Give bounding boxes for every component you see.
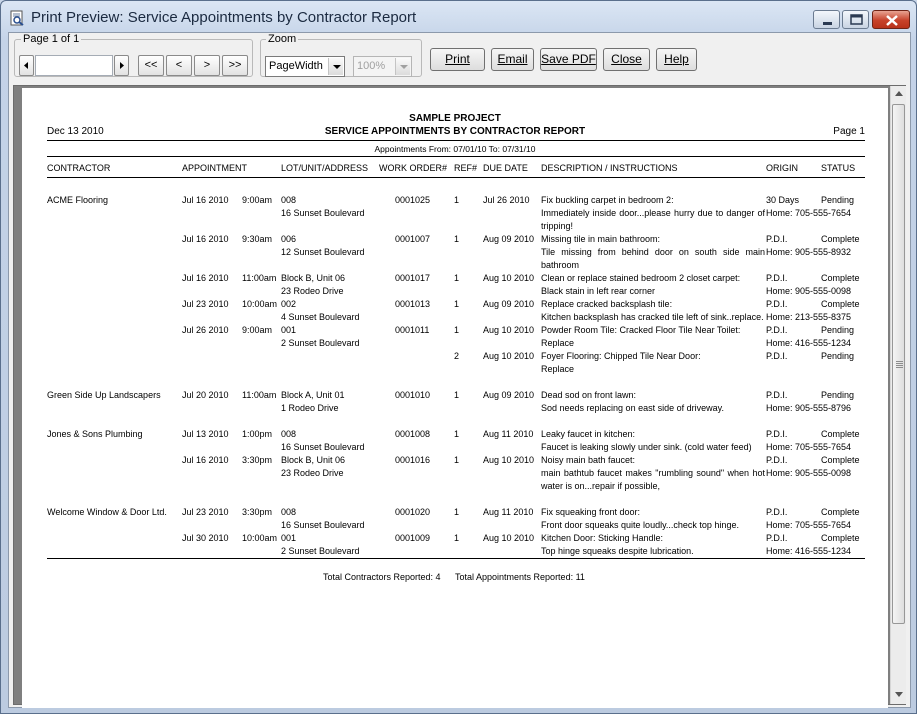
status-value: Complete (821, 234, 860, 244)
status-value: Complete (821, 273, 860, 283)
description-instructions: Kitchen backsplash has cracked tile left of sink..replace. (541, 312, 764, 322)
lot-unit: 008 (281, 429, 297, 439)
lot-unit: 006 (281, 234, 297, 244)
page-scroll-left-button[interactable] (19, 55, 34, 76)
lot-unit: Block A, Unit 01 (281, 390, 345, 400)
page-scroll-right-button[interactable] (114, 55, 129, 76)
arrow-up-icon (891, 86, 907, 102)
origin-phone: Home: 905-555-0098 (766, 468, 852, 478)
title-bar[interactable] (1, 1, 916, 33)
appointment-date: Jul 20 2010 (182, 390, 229, 400)
work-order-number: 0001007 (395, 234, 431, 244)
contractor-name: Welcome Window & Door Ltd. (47, 507, 167, 517)
origin-phone: Home: 213-555-8375 (766, 312, 852, 322)
ref-number: 1 (454, 273, 460, 283)
header-divider (47, 140, 865, 141)
due-date: Jul 26 2010 (483, 195, 530, 205)
zoom-group (260, 33, 422, 77)
work-order-number: 0001016 (395, 455, 431, 465)
address: 16 Sunset Boulevard (281, 520, 365, 530)
work-order-number: 0001017 (395, 273, 431, 283)
description-title: Fix buckling carpet in bedroom 2: (541, 195, 674, 205)
appointment-date: Jul 16 2010 (182, 273, 229, 283)
report-project-name: SAMPLE PROJECT (409, 113, 501, 124)
origin-type: P.D.I. (766, 507, 788, 517)
description-title: Noisy main bath faucet: (541, 455, 636, 465)
ref-number: 1 (454, 195, 460, 205)
due-date: Aug 10 2010 (483, 455, 535, 465)
lot-unit: 001 (281, 533, 297, 543)
minimize-button[interactable] (813, 10, 840, 29)
description-instructions: Sod needs replacing on east side of driveway. (541, 403, 724, 413)
page-slider-track[interactable] (35, 55, 113, 76)
appointment-time: 3:30pm (242, 455, 273, 465)
appointment-date: Jul 30 2010 (182, 533, 229, 543)
appointment-time: 1:00pm (242, 429, 273, 439)
origin-type: P.D.I. (766, 325, 788, 335)
description-title: Powder Room Tile: Cracked Floor Tile Near Toilet: (541, 325, 741, 335)
appointment-time: 11:00am (242, 273, 277, 283)
contractor-name: Jones & Sons Plumbing (47, 429, 143, 439)
chevron-down-icon (328, 58, 343, 75)
description-instructions: main bathtub faucet makes "rumbling sound" when hot water is on...repair if possible, (541, 468, 765, 491)
page-navigation-group (14, 33, 253, 77)
arrow-left-icon (20, 56, 33, 75)
description-instructions: Black stain in left rear corner (541, 286, 656, 296)
address: 4 Sunset Boulevard (281, 312, 360, 322)
report-preview-pane[interactable] (13, 85, 906, 705)
appointment-date: Jul 26 2010 (182, 325, 229, 335)
scroll-up-button[interactable] (891, 86, 907, 102)
description-instructions: Replace (541, 338, 575, 348)
zoom-group-label: Zoom (268, 33, 297, 45)
window-title: Print Preview: Service Appointments by Contractor Report (31, 9, 417, 26)
appointment-date: Jul 16 2010 (182, 234, 229, 244)
zoom-percent-value: 100% (357, 60, 386, 72)
appointment-date: Jul 23 2010 (182, 299, 229, 309)
ref-number: 1 (454, 390, 460, 400)
origin-phone: Home: 705-555-7654 (766, 520, 852, 530)
lot-unit: 001 (281, 325, 297, 335)
lot-unit: Block B, Unit 06 (281, 455, 346, 465)
column-header-status: STATUS (821, 163, 856, 173)
due-date: Aug 10 2010 (483, 325, 535, 335)
status-value: Complete (821, 507, 860, 517)
status-value: Complete (821, 455, 860, 465)
address: 23 Rodeo Drive (281, 286, 344, 296)
due-date: Aug 10 2010 (483, 273, 535, 283)
zoom-percent-select (353, 56, 412, 77)
work-order-number: 0001009 (395, 533, 431, 543)
origin-type: P.D.I. (766, 299, 788, 309)
description-title: Leaky faucet in kitchen: (541, 429, 636, 439)
lot-unit: Block B, Unit 06 (281, 273, 346, 283)
status-value: Pending (821, 195, 855, 205)
description-title: Replace cracked backsplash tile: (541, 299, 673, 309)
due-date: Aug 11 2010 (483, 507, 534, 517)
origin-type: 30 Days (766, 195, 800, 205)
origin-phone: Home: 705-555-7654 (766, 442, 852, 452)
work-order-number: 0001011 (395, 325, 430, 335)
scroll-down-button[interactable] (891, 686, 907, 702)
address: 2 Sunset Boulevard (281, 546, 360, 556)
lot-unit: 002 (281, 299, 297, 309)
lot-unit: 008 (281, 507, 297, 517)
status-value: Pending (821, 351, 855, 361)
address: 16 Sunset Boulevard (281, 208, 365, 218)
description-instructions: Top hinge squeaks despite lubrication. (541, 546, 694, 556)
save-pdf-button[interactable]: Save PDF (540, 48, 597, 71)
description-instructions: Faucet is leaking slowly under sink. (cold water feed) (541, 442, 752, 452)
work-order-number: 0001008 (395, 429, 431, 439)
minimize-icon (814, 11, 841, 30)
status-value: Complete (821, 429, 860, 439)
origin-type: P.D.I. (766, 351, 788, 361)
report-title: SERVICE APPOINTMENTS BY CONTRACTOR REPORT (324, 126, 586, 137)
status-value: Pending (821, 325, 855, 335)
ref-number: 2 (454, 351, 460, 361)
preview-client-area (8, 32, 911, 708)
column-header-description: DESCRIPTION / INSTRUCTIONS (541, 163, 678, 173)
column-header-appointment: APPOINTMENT (182, 163, 248, 173)
vertical-scrollbar[interactable] (890, 86, 906, 704)
close-window-button[interactable] (872, 10, 910, 29)
email-button[interactable]: Email (491, 48, 534, 71)
first-page-button[interactable]: << (138, 55, 164, 76)
due-date: Aug 10 2010 (483, 351, 535, 361)
address: 1 Rodeo Drive (281, 403, 339, 413)
origin-phone: Home: 416-555-1234 (766, 338, 852, 348)
appointment-date: Jul 16 2010 (182, 195, 229, 205)
appointment-time: 11:00am (242, 390, 277, 400)
ref-number: 1 (454, 429, 460, 439)
description-title: Foyer Flooring: Chipped Tile Near Door: (541, 351, 701, 361)
previous-page-button[interactable]: < (166, 55, 192, 76)
due-date: Aug 09 2010 (483, 234, 535, 244)
ref-number: 1 (454, 507, 460, 517)
work-order-number: 0001013 (395, 299, 431, 309)
column-header-work-order: WORK ORDER# (379, 163, 448, 173)
appointment-date: Jul 23 2010 (182, 507, 229, 517)
maximize-button[interactable] (842, 10, 869, 29)
ref-number: 1 (454, 299, 460, 309)
origin-type: P.D.I. (766, 273, 788, 283)
appointment-time: 10:00am (242, 533, 278, 543)
due-date: Aug 10 2010 (483, 533, 535, 543)
last-page-button[interactable]: >> (222, 55, 248, 76)
column-header-lot: LOT/UNIT/ADDRESS (281, 163, 369, 173)
due-date: Aug 09 2010 (483, 299, 535, 309)
description-title: Fix squeaking front door: (541, 507, 641, 517)
ref-number: 1 (454, 234, 460, 244)
address: 2 Sunset Boulevard (281, 338, 360, 348)
column-header-ref: REF# (454, 163, 478, 173)
report-date: Dec 13 2010 (47, 126, 104, 137)
ref-number: 1 (454, 455, 460, 465)
report-date-range: Appointments From: 07/01/10 To: 07/31/10 (374, 144, 536, 154)
totals-divider (47, 558, 865, 559)
description-instructions: Front door squeaks quite loudly...check top hinge. (541, 520, 739, 530)
page-group-label: Page 1 of 1 (23, 33, 80, 45)
arrow-right-icon (115, 56, 128, 75)
help-button[interactable]: Help (656, 48, 697, 71)
contractor-name: Green Side Up Landscapers (47, 390, 161, 400)
description-instructions: Tile missing from behind door on south side main bathroom (541, 247, 765, 270)
description-title: Missing tile in main bathroom: (541, 234, 661, 244)
description-instructions: Immediately inside door...please hurry due to danger of tripping! (541, 208, 765, 231)
appointment-time: 10:00am (242, 299, 278, 309)
appointment-time: 9:30am (242, 234, 273, 244)
origin-phone: Home: 705-555-7654 (766, 208, 852, 218)
origin-type: P.D.I. (766, 455, 788, 465)
zoom-mode-value: PageWidth (269, 60, 323, 72)
due-date: Aug 09 2010 (483, 390, 535, 400)
maximize-icon (843, 11, 870, 30)
appointment-time: 3:30pm (242, 507, 273, 517)
work-order-number: 0001010 (395, 390, 431, 400)
description-title: Dead sod on front lawn: (541, 390, 637, 400)
status-value: Complete (821, 533, 860, 543)
close-button[interactable]: Close (603, 48, 650, 71)
column-header-origin: ORIGIN (766, 163, 799, 173)
appointment-date: Jul 13 2010 (182, 429, 229, 439)
address: 12 Sunset Boulevard (281, 247, 365, 257)
print-button[interactable]: Print (430, 48, 485, 71)
description-title: Clean or replace stained bedroom 2 closet carpet: (541, 273, 741, 283)
close-icon (873, 11, 911, 30)
column-header-contractor: CONTRACTOR (47, 163, 111, 173)
work-order-number: 0001025 (395, 195, 431, 205)
ref-number: 1 (454, 533, 460, 543)
report-page-number: Page 1 (833, 126, 865, 137)
total-appointments: Total Appointments Reported: 11 (455, 572, 585, 582)
address: 16 Sunset Boulevard (281, 442, 365, 452)
origin-type: P.D.I. (766, 533, 788, 543)
origin-phone: Home: 905-555-8796 (766, 403, 852, 413)
origin-type: P.D.I. (766, 390, 788, 400)
appointment-time: 9:00am (242, 325, 273, 335)
origin-type: P.D.I. (766, 234, 788, 244)
description-instructions: Replace (541, 364, 575, 374)
appointment-time: 9:00am (242, 195, 273, 205)
origin-type: P.D.I. (766, 429, 788, 439)
chevron-down-icon (395, 58, 410, 75)
lot-unit: 008 (281, 195, 297, 205)
zoom-mode-select[interactable] (265, 56, 345, 77)
status-value: Complete (821, 299, 860, 309)
arrow-down-icon (891, 686, 907, 702)
grip-icon (896, 361, 903, 368)
report-page (22, 88, 888, 708)
description-title: Kitchen Door: Sticking Handle: (541, 533, 664, 543)
address: 23 Rodeo Drive (281, 468, 344, 478)
contractor-name: ACME Flooring (47, 195, 109, 205)
appointment-date: Jul 16 2010 (182, 455, 229, 465)
origin-phone: Home: 905-555-8932 (766, 247, 852, 257)
work-order-number: 0001020 (395, 507, 431, 517)
next-page-button[interactable]: > (194, 55, 220, 76)
print-preview-app-icon (9, 10, 25, 26)
ref-number: 1 (454, 325, 460, 335)
origin-phone: Home: 416-555-1234 (766, 546, 852, 556)
status-value: Pending (821, 390, 855, 400)
header-divider (47, 177, 865, 178)
scrollbar-thumb[interactable] (892, 104, 905, 624)
due-date: Aug 11 2010 (483, 429, 534, 439)
header-divider (47, 156, 865, 157)
origin-phone: Home: 905-555-0098 (766, 286, 852, 296)
column-header-due-date: DUE DATE (483, 163, 528, 173)
total-contractors: Total Contractors Reported: 4 (323, 572, 441, 582)
